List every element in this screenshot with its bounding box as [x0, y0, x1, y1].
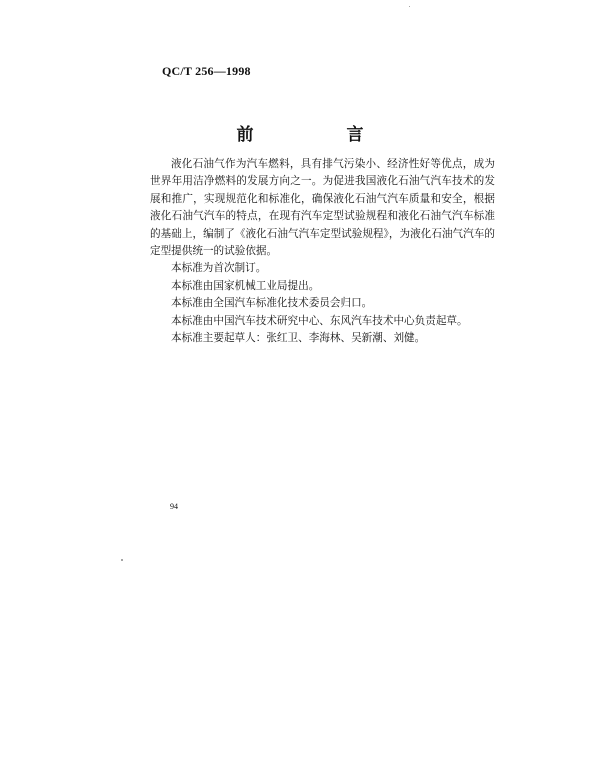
- statement-line: 本标准为首次制订。: [171, 262, 267, 275]
- foreword-body: [150, 156, 495, 347]
- statement-line: 本标准由国家机械工业局提出。: [171, 279, 320, 292]
- scan-speck: [121, 559, 123, 561]
- scan-speck: [409, 6, 410, 7]
- statement-line: 本标准主要起草人：张红卫、李海林、吴新潮、刘健。: [171, 332, 426, 345]
- standard-code: QC/T 256—1998: [162, 64, 251, 78]
- statement-line: 本标准由全国汽车标准化技术委员会归口。: [171, 297, 373, 310]
- page-title: 前 言: [236, 125, 402, 145]
- intro-paragraph: 液化石油气作为汽车燃料，具有排气污染小、经济性好等优点，成为世界年用洁净燃料的发展方向之一。为促进我国液化石油气汽车技术的发展和推广，实现规范化和标准化，确保液化石油气汽车质量和安全，根据液化石油气汽车的特点，在现有汽车定型试验规程和液化石油气汽车标准的基础上，编制了《液化石油气汽车定型试验规程》，为液化石油气汽车的定型提供统一的试验依据。: [150, 158, 495, 258]
- statement-line: 本标准由中国汽车技术研究中心、东风汽车技术中心负责起草。: [171, 314, 468, 327]
- page-number: 94: [170, 502, 178, 511]
